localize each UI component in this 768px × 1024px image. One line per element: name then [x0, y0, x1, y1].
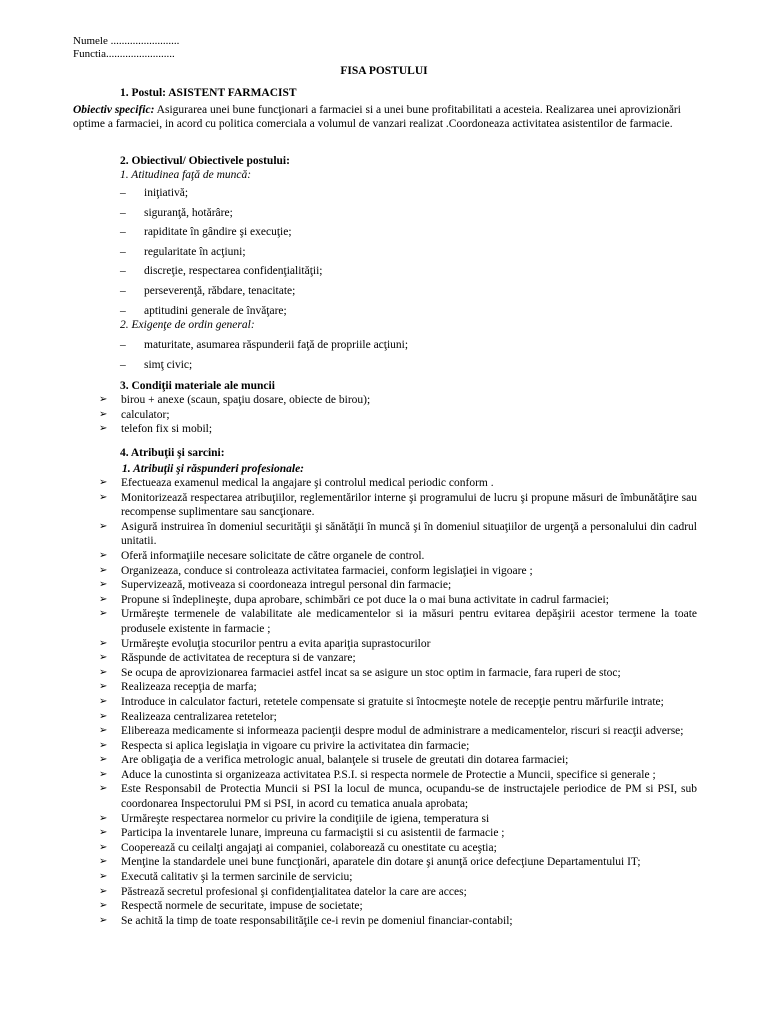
arrow-bullet-icon: ➢: [99, 710, 108, 722]
general-requirements-list: [120, 338, 408, 377]
arrow-bullet-icon: ➢: [99, 652, 108, 664]
list-item: ➢ Are obligaţia de a verifica metrologic anual, balanţele si trusele de greutati din dotarea farmaciei;: [99, 754, 569, 767]
list-item: ➢ Cooperează cu ceilalţi angajaţi ai companiei, colaborează cu onestitate cu aceştia;: [99, 841, 497, 854]
dash-glyph: –: [120, 304, 126, 317]
arrow-bullet-icon: ➢: [99, 871, 108, 883]
list-item: ➢ Execută calitativ şi la termen sarcinile de serviciu;: [99, 871, 353, 884]
arrow-bullet-icon: ➢: [99, 564, 108, 576]
dash-glyph: –: [120, 284, 126, 297]
arrow-bullet-icon: ➢: [99, 900, 108, 912]
list-item: ➢ Asigură instruirea în domeniul securităţii şi sănătăţii în muncă şi în domeniul situaţiilor de urgenţă a personalului din cadrul unitatii.: [99, 520, 697, 548]
arrow-bullet-icon: ➢: [99, 754, 108, 766]
arrow-bullet-icon: ➢: [99, 394, 108, 405]
list-item: ➢ Realizeaza recepţia de marfa;: [99, 681, 257, 694]
list-item: – rapiditate în gândire şi execuţie;: [120, 226, 292, 239]
objective-text: Asigurarea unei bune funcţionari a farmaciei si a unei bune profitabilitati a acesteia. Realizarea unei aprovizionări optime a farmaciei, in acord cu politica comerciala a volumul de vanzari realizat .Coordoneaza activitatea asistentilor de farmacie.: [73, 104, 681, 130]
list-item: ➢ Urmăreşte evoluţia stocurilor pentru a evita apariţia suprastocurilor: [99, 637, 431, 650]
name-line: Numele .........................: [73, 35, 180, 47]
arrow-bullet-icon: ➢: [99, 408, 108, 420]
list-item: ➢ telefon fix si mobil;: [99, 423, 213, 436]
list-item: ➢ calculator;: [99, 408, 170, 421]
arrow-bullet-icon: ➢: [99, 841, 108, 853]
list-item: ➢ Oferă informaţiile necesare solicitate de către organele de control.: [99, 549, 425, 562]
list-item: – simţ civic;: [120, 358, 193, 371]
dash-glyph: –: [120, 358, 126, 371]
list-item: ➢ Răspunde de activitatea de receptura si de vanzare;: [99, 652, 356, 665]
objective-paragraph: [73, 103, 695, 131]
arrow-bullet-icon: ➢: [99, 827, 108, 839]
list-item: ➢ Realizeaza centralizarea retetelor;: [99, 710, 277, 723]
list-item: – aptitudini generale de învăţare;: [120, 304, 287, 317]
material-conditions-list: [97, 393, 697, 437]
responsibilities-list: [97, 476, 697, 928]
section-4-heading: 4. Atribuţii şi sarcini:: [120, 447, 225, 459]
list-item: ➢ Urmăreşte termenele de valabilitate ale medicamentelor si ia măsuri pentru evitarea depăşirii acestor termene la toate produsele existente in farmacie ;: [99, 608, 697, 635]
list-item: ➢ Păstrează secretul profesional şi confidenţialitatea datelor la care are acces;: [99, 885, 467, 898]
section-2-sub-1: 1. Atitudinea faţă de muncă:: [120, 169, 252, 181]
arrow-bullet-icon: ➢: [99, 739, 108, 751]
dash-glyph: –: [120, 339, 126, 351]
arrow-bullet-icon: ➢: [99, 812, 108, 824]
list-item: – perseverenţă, răbdare, tenacitate;: [120, 284, 296, 297]
list-item: ➢ Respectă normele de securitate, impuse de societate;: [99, 900, 363, 913]
arrow-bullet-icon: ➢: [99, 885, 108, 897]
dash-glyph: –: [120, 187, 126, 199]
arrow-bullet-icon: ➢: [99, 637, 108, 649]
list-item: ➢ Participa la inventarele lunare, impreuna cu farmaciştii si cu asistentii de farmacie ;: [99, 827, 505, 840]
arrow-bullet-icon: ➢: [99, 725, 108, 737]
list-item: ➢ Respecta si aplica legislaţia in vigoare cu privire la activitatea din farmacie;: [99, 739, 470, 752]
list-item: ➢ Propune si îndeplineşte, dupa aprobare, schimbări ce pot duce la o mai buna activitate in cadrul farmaciei;: [99, 593, 609, 606]
list-item: ➢ Menţine la standardele unei bune funcţionări, aparatele din dotare şi anunţă orice defecţiune Departamentului IT;: [99, 856, 641, 869]
arrow-bullet-icon: ➢: [99, 549, 108, 561]
section-3-heading: 3. Condiţii materiale ale muncii: [120, 380, 275, 392]
dash-glyph: –: [120, 265, 126, 278]
arrow-bullet-icon: ➢: [99, 520, 108, 532]
arrow-bullet-icon: ➢: [99, 608, 108, 620]
list-item: ➢ Este Responsabil de Protectia Muncii si PSI la locul de munca, ocupandu-se de instructajele periodice de PM si PSI, sub coordonarea Inspectorului PM si PSI, in acord cu tematica anuala aprobata;: [99, 783, 697, 811]
list-item: – iniţiativă;: [120, 187, 189, 199]
list-item: ➢ Se ocupa de aprovizionarea farmaciei astfel incat sa se asigure un stoc optim in farmacie, fara ruperi de stoc;: [99, 666, 621, 679]
list-item: – maturitate, asumarea răspunderii faţă de propriile acţiuni;: [120, 339, 409, 351]
dash-glyph: –: [120, 206, 126, 219]
list-item: ➢ Organizeaza, conduce si controleaza activitatea farmaciei, conform legislaţiei in vigoare ;: [99, 564, 533, 577]
arrow-bullet-icon: ➢: [99, 491, 108, 503]
objective-label: Obiectiv specific:: [73, 104, 155, 116]
arrow-bullet-icon: ➢: [99, 681, 108, 693]
function-line: Functia.........................: [73, 48, 175, 60]
arrow-bullet-icon: ➢: [99, 579, 108, 591]
arrow-bullet-icon: ➢: [99, 477, 108, 488]
arrow-bullet-icon: ➢: [99, 593, 108, 605]
section-2-heading: 2. Obiectivul/ Obiectivele postului:: [120, 155, 290, 167]
list-item: ➢ Efectueaza examenul medical la angajare şi controlul medical periodic conform .: [99, 477, 494, 489]
arrow-bullet-icon: ➢: [99, 423, 108, 435]
list-item: – siguranţă, hotărâre;: [120, 206, 233, 219]
arrow-bullet-icon: ➢: [99, 666, 108, 678]
arrow-bullet-icon: ➢: [99, 914, 108, 926]
dash-glyph: –: [120, 245, 126, 258]
list-item: ➢ birou + anexe (scaun, spaţiu dosare, obiecte de birou);: [99, 394, 371, 406]
list-item: – discreţie, respectarea confidenţialităţii;: [120, 265, 323, 278]
list-item: ➢ Aduce la cunostinta si organizeaza activitatea P.S.I. si respecta normele de Protectie a Muncii, specifice si generale ;: [99, 768, 656, 781]
list-item: – regularitate în acţiuni;: [120, 245, 246, 258]
dash-glyph: –: [120, 226, 126, 239]
arrow-bullet-icon: ➢: [99, 768, 108, 780]
attitude-list: [120, 186, 322, 323]
list-item: ➢ Monitorizează respectarea atribuţiilor, reglementărilor interne şi programului de lucru şi propune măsuri de îmbunătăţire sau recompense suplimentare sau sancţionare.: [99, 491, 697, 519]
section-4-sub-1: 1. Atribuţii şi răspunderi profesionale:: [122, 463, 305, 475]
list-item: ➢ Urmăreşte respectarea normelor cu privire la condiţiile de igiena, temperatura si: [99, 812, 490, 825]
arrow-bullet-icon: ➢: [99, 695, 108, 707]
list-item: ➢ Elibereaza medicamente si informeaza pacienţii despre modul de administrare a medicamentelor, riscuri si reacţii adverse;: [99, 725, 684, 738]
list-item: ➢ Supervizează, motiveaza si coordoneaza intregul personal din farmacie;: [99, 579, 452, 592]
arrow-bullet-icon: ➢: [99, 856, 108, 868]
section-1-heading: 1. Postul: ASISTENT FARMACIST: [120, 87, 297, 99]
header-fields: [73, 35, 179, 61]
list-item: ➢ Introduce in calculator facturi, retetele compensate si gratuite si întocmeşte notele de recepţie pentru mărfurile intrate;: [99, 695, 664, 708]
document-title: FISA POSTULUI: [340, 65, 428, 77]
list-item: ➢ Se achită la timp de toate responsabilităţile ce-i revin pe domeniul financiar-contabil;: [99, 914, 513, 927]
arrow-bullet-icon: ➢: [99, 783, 108, 795]
section-2-sub-2: 2. Exigenţe de ordin general:: [120, 319, 255, 331]
